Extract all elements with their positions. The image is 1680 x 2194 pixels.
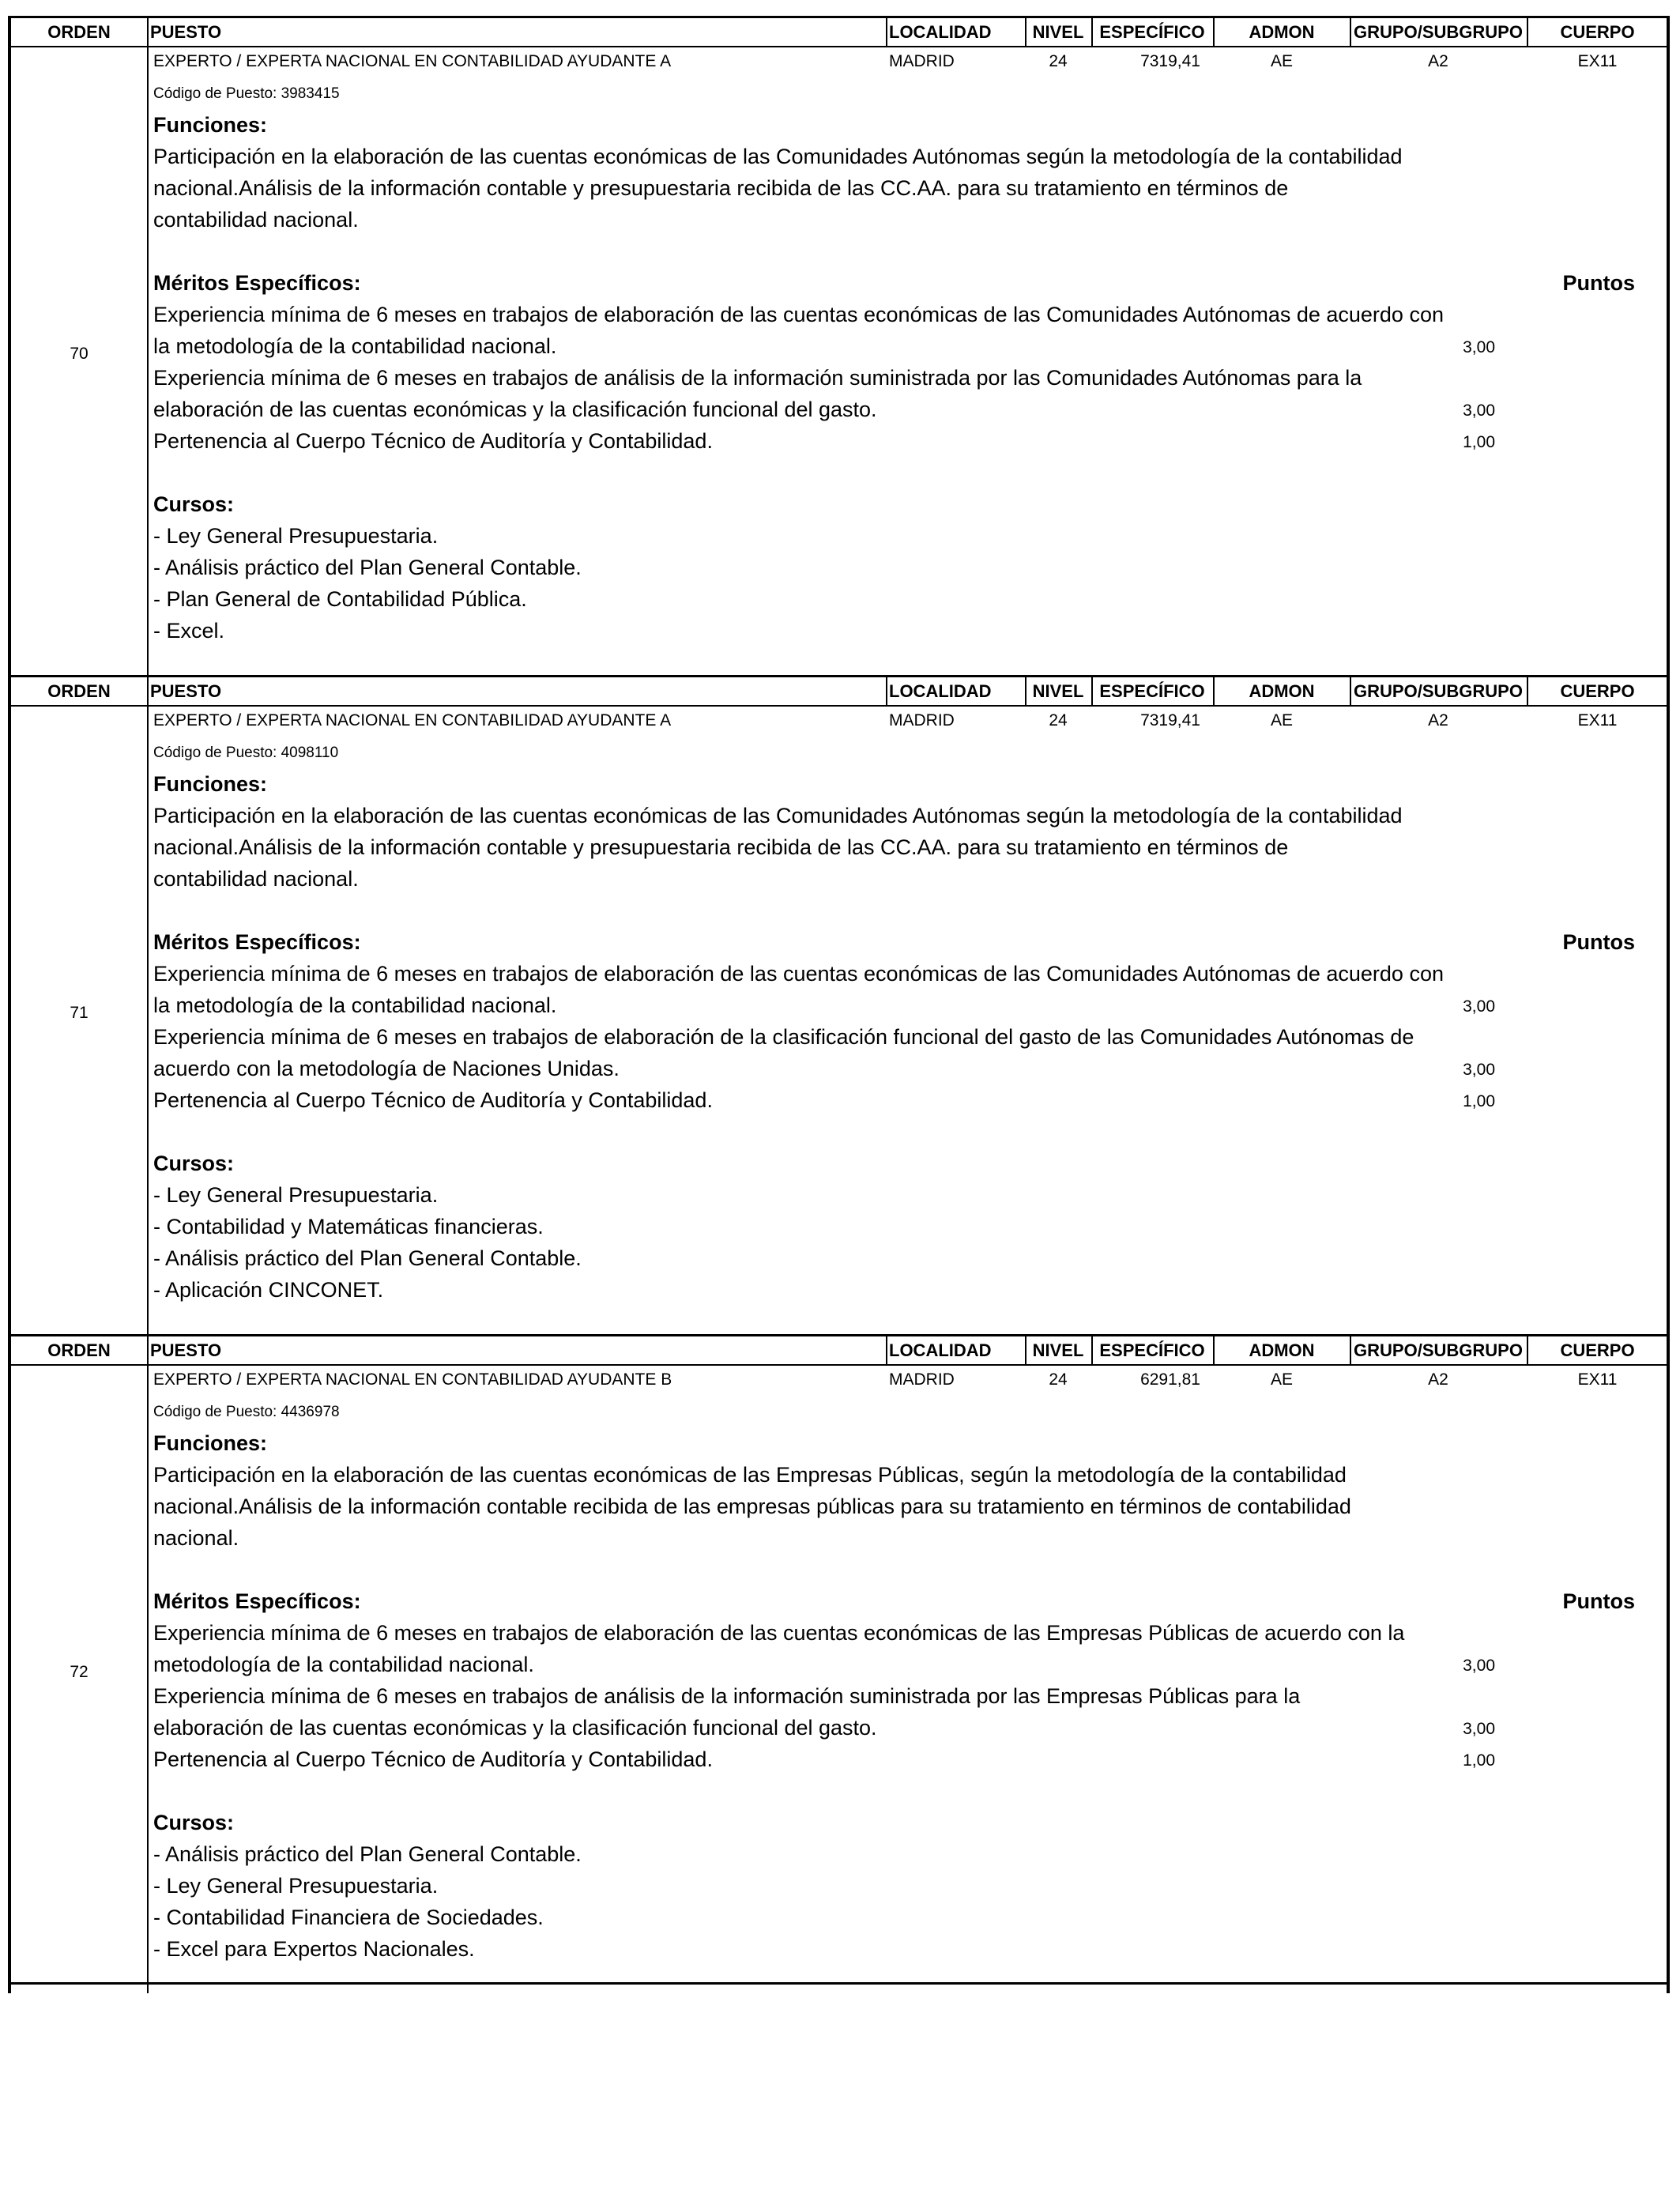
merito-line: Experiencia mínima de 6 meses en trabajos de elaboración de las cuentas económicas de las Comunidades Autónomas de acuerdo con: [153, 303, 1444, 326]
admon-value: AE: [1270, 1370, 1293, 1389]
merito-puntos: 3,00: [1463, 1657, 1495, 1675]
header-puesto: PUESTO: [150, 22, 222, 42]
merito-line: Pertenencia al Cuerpo Técnico de Auditoría y Contabilidad.: [153, 429, 713, 453]
nivel-value: 24: [1049, 1370, 1068, 1389]
admon-value: AE: [1270, 711, 1293, 729]
merito-line: acuerdo con la metodología de Naciones Unidas.: [153, 1057, 620, 1080]
spacer: [153, 236, 1667, 267]
job-listings-document: [8, 16, 1670, 1993]
cuerpo-value: EX11: [1577, 711, 1618, 729]
curso-item: - Contabilidad y Matemáticas financieras.: [153, 1215, 544, 1238]
merito-puntos: 3,00: [1463, 1720, 1495, 1738]
merito-puntos: 1,00: [1463, 433, 1495, 451]
merito-item: [153, 1617, 1536, 1680]
job-details: [153, 47, 1667, 647]
merito-item: [153, 425, 1536, 457]
merito-puntos: 1,00: [1463, 1751, 1495, 1770]
funciones-line: Participación en la elaboración de las cuentas económicas de las Empresas Públicas, según la metodología de la contabilidad: [153, 1463, 1347, 1487]
header-cuerpo: CUERPO: [1560, 1340, 1635, 1360]
spacer: [153, 895, 1667, 926]
curso-item: - Excel para Expertos Nacionales.: [153, 1937, 475, 1961]
especifico-value: 7319,41: [1140, 52, 1200, 70]
curso-item: - Ley General Presupuestaria.: [153, 1183, 439, 1207]
nivel-value: 24: [1049, 52, 1068, 70]
header-admon: ADMON: [1249, 22, 1315, 42]
header-puesto: PUESTO: [150, 681, 222, 701]
curso-item: - Ley General Presupuestaria.: [153, 524, 439, 548]
puesto-value: EXPERTO / EXPERTA NACIONAL EN CONTABILIDAD AYUDANTE A: [153, 52, 672, 70]
merito-line: Experiencia mínima de 6 meses en trabajos de análisis de la información suministrada por las Empresas Públicas para la: [153, 1684, 1301, 1708]
merito-line: Experiencia mínima de 6 meses en trabajos de análisis de la información suministrada por las Comunidades Autónomas para la: [153, 366, 1362, 390]
header-nivel: NIVEL: [1032, 681, 1084, 701]
cuerpo-value: EX11: [1577, 52, 1618, 70]
admon-value: AE: [1270, 52, 1293, 70]
header-cuerpo: CUERPO: [1560, 681, 1635, 701]
funciones-line: Participación en la elaboración de las cuentas económicas de las Comunidades Autónomas según la metodología de la contabilidad: [153, 145, 1403, 168]
orden-number: 71: [70, 1004, 89, 1022]
job-entry-body: [11, 47, 1667, 675]
codigo-puesto: Código de Puesto: 4436978: [153, 1404, 340, 1420]
orden-number: 72: [70, 1663, 89, 1681]
grupo-value: A2: [1428, 52, 1448, 70]
job-entry-71: [8, 675, 1670, 1334]
merito-line: elaboración de las cuentas económicas y la clasificación funcional del gasto.: [153, 1716, 877, 1740]
meritos-title: Méritos Específicos: Puntos: [153, 1585, 1667, 1617]
spacer: [153, 457, 1667, 488]
spacer: [153, 1775, 1667, 1807]
header-orden: ORDEN: [47, 681, 111, 701]
puntos-label: Puntos: [1562, 271, 1635, 295]
merito-puntos: 3,00: [1463, 338, 1495, 356]
merito-item: [153, 362, 1536, 425]
header-localidad: LOCALIDAD: [889, 1340, 992, 1360]
job-entry-72: [8, 1334, 1670, 1993]
merito-puntos: 3,00: [1463, 1061, 1495, 1079]
header-especifico: ESPECÍFICO: [1099, 681, 1205, 701]
funciones-line: nacional.Análisis de la información contable y presupuestaria recibida de las CC.AA. para su tratamiento en términos de: [153, 835, 1289, 859]
funciones-line: contabilidad nacional.: [153, 867, 359, 891]
merito-line: Pertenencia al Cuerpo Técnico de Auditoría y Contabilidad.: [153, 1747, 713, 1771]
job-details: [153, 1366, 1667, 1965]
funciones-line: contabilidad nacional.: [153, 208, 359, 232]
merito-line: Experiencia mínima de 6 meses en trabajos de elaboración de las cuentas económicas de las Empresas Públicas de acuerdo con la: [153, 1621, 1405, 1645]
localidad-value: MADRID: [889, 711, 955, 729]
puesto-value: EXPERTO / EXPERTA NACIONAL EN CONTABILIDAD AYUDANTE A: [153, 711, 672, 729]
meritos-title: Méritos Específicos: Puntos: [153, 267, 1667, 299]
curso-item: - Contabilidad Financiera de Sociedades.: [153, 1906, 544, 1929]
table-bottom-border: [8, 1982, 1670, 1985]
spacer: [153, 1554, 1667, 1585]
funciones-line: nacional.: [153, 1526, 239, 1550]
cursos-title: Cursos:: [153, 1152, 235, 1175]
merito-item: [153, 958, 1536, 1021]
especifico-value: 6291,81: [1140, 1370, 1200, 1389]
codigo-puesto: Código de Puesto: 3983415: [153, 85, 340, 102]
curso-item: - Plan General de Contabilidad Pública.: [153, 587, 527, 611]
header-nivel: NIVEL: [1032, 1340, 1084, 1360]
merito-puntos: 3,00: [1463, 997, 1495, 1016]
table-header-row: [11, 16, 1667, 47]
job-entry-70: [8, 16, 1670, 675]
job-summary-row: [153, 47, 1667, 79]
cursos-title: Cursos:: [153, 1811, 235, 1834]
table-header-row: [11, 675, 1667, 707]
curso-item: - Aplicación CINCONET.: [153, 1278, 384, 1302]
merito-line: elaboración de las cuentas económicas y la clasificación funcional del gasto.: [153, 398, 877, 421]
curso-item: - Excel.: [153, 619, 225, 643]
header-cuerpo: CUERPO: [1560, 22, 1635, 42]
codigo-puesto: Código de Puesto: 4098110: [153, 745, 339, 761]
merito-item: [153, 1084, 1536, 1116]
especifico-value: 7319,41: [1140, 711, 1200, 729]
puntos-label: Puntos: [1562, 1589, 1635, 1613]
header-orden: ORDEN: [47, 1340, 111, 1360]
merito-item: [153, 1021, 1536, 1084]
funciones-title: Funciones:: [153, 1431, 268, 1455]
header-puesto: PUESTO: [150, 1340, 222, 1360]
header-orden: ORDEN: [47, 22, 111, 42]
curso-item: - Análisis práctico del Plan General Contable.: [153, 1246, 582, 1270]
funciones-title: Funciones:: [153, 113, 268, 137]
funciones-line: nacional.Análisis de la información contable y presupuestaria recibida de las CC.AA. para su tratamiento en términos de: [153, 176, 1289, 200]
puntos-label: Puntos: [1562, 930, 1635, 954]
header-especifico: ESPECÍFICO: [1099, 1340, 1205, 1360]
localidad-value: MADRID: [889, 52, 955, 70]
merito-puntos: 1,00: [1463, 1092, 1495, 1110]
merito-line: la metodología de la contabilidad nacional.: [153, 993, 557, 1017]
header-admon: ADMON: [1249, 1340, 1315, 1360]
header-grupo: GRUPO/SUBGRUPO: [1354, 1340, 1523, 1360]
curso-item: - Análisis práctico del Plan General Contable.: [153, 556, 582, 579]
job-entry-body: [11, 707, 1667, 1334]
merito-line: Pertenencia al Cuerpo Técnico de Auditoría y Contabilidad.: [153, 1088, 713, 1112]
puesto-value: EXPERTO / EXPERTA NACIONAL EN CONTABILIDAD AYUDANTE B: [153, 1370, 672, 1389]
header-grupo: GRUPO/SUBGRUPO: [1354, 681, 1523, 701]
merito-line: metodología de la contabilidad nacional.: [153, 1653, 534, 1676]
meritos-title: Méritos Específicos: Puntos: [153, 926, 1667, 958]
cursos-title: Cursos:: [153, 492, 235, 516]
header-localidad: LOCALIDAD: [889, 681, 992, 701]
grupo-value: A2: [1428, 711, 1448, 729]
job-details: [153, 707, 1667, 1306]
merito-line: Experiencia mínima de 6 meses en trabajos de elaboración de la clasificación funcional del gasto de las Comunidades Autónomas de: [153, 1025, 1414, 1049]
merito-item: [153, 1680, 1536, 1744]
funciones-line: nacional.Análisis de la información contable recibida de las empresas públicas para su tratamiento en términos de contabilidad: [153, 1495, 1351, 1518]
job-summary-row: [153, 707, 1667, 738]
localidad-value: MADRID: [889, 1370, 955, 1389]
funciones-line: Participación en la elaboración de las cuentas económicas de las Comunidades Autónomas según la metodología de la contabilidad: [153, 804, 1403, 827]
curso-item: - Análisis práctico del Plan General Contable.: [153, 1842, 582, 1866]
spacer: [153, 1116, 1667, 1148]
job-summary-row: [153, 1366, 1667, 1397]
table-header-row: [11, 1334, 1667, 1366]
header-grupo: GRUPO/SUBGRUPO: [1354, 22, 1523, 42]
nivel-value: 24: [1049, 711, 1068, 729]
merito-item: [153, 299, 1536, 362]
merito-line: la metodología de la contabilidad nacional.: [153, 334, 557, 358]
cuerpo-value: EX11: [1577, 1370, 1618, 1389]
merito-puntos: 3,00: [1463, 401, 1495, 420]
header-localidad: LOCALIDAD: [889, 22, 992, 42]
merito-line: Experiencia mínima de 6 meses en trabajos de elaboración de las cuentas económicas de las Comunidades Autónomas de acuerdo con: [153, 962, 1444, 986]
job-entry-body: [11, 1366, 1667, 1993]
header-admon: ADMON: [1249, 681, 1315, 701]
funciones-title: Funciones:: [153, 772, 268, 796]
header-nivel: NIVEL: [1032, 22, 1084, 42]
grupo-value: A2: [1428, 1370, 1448, 1389]
header-especifico: ESPECÍFICO: [1099, 22, 1205, 42]
curso-item: - Ley General Presupuestaria.: [153, 1874, 439, 1898]
orden-number: 70: [70, 345, 89, 363]
merito-item: [153, 1744, 1536, 1775]
